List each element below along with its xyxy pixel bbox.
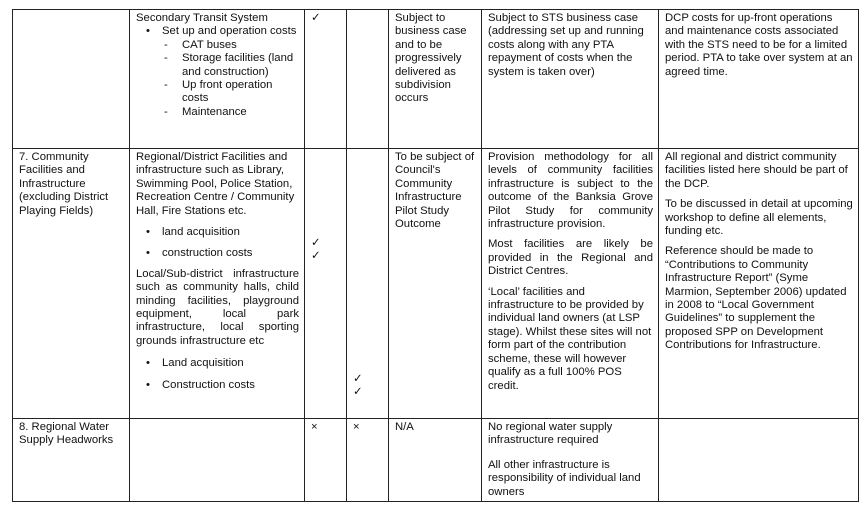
table-row: [13, 149, 859, 419]
list-item: • land acquisition: [136, 226, 299, 239]
table-row: [13, 419, 859, 502]
sub-list: [162, 39, 299, 119]
methodology-cell: [482, 149, 659, 419]
list-item: - Storage facilities (land and construction): [162, 52, 299, 79]
methodology-paragraph: All other infrastructure is responsibility of individual land owners: [488, 458, 641, 498]
cross-cell: [347, 419, 389, 502]
list-item: • construction costs: [136, 247, 299, 260]
check-icon: ✓: [311, 12, 321, 24]
methodology-cell: [482, 419, 659, 502]
bullet-list: [136, 226, 299, 261]
regional-description: Regional/District Facilities and infrastructure such as Library, Swimming Pool, Police Station, Recreation Centre / Community Hall, Fire Stations etc.: [136, 151, 295, 217]
cross-icon: ×: [311, 421, 318, 433]
list-item: - CAT buses: [162, 39, 299, 52]
local-description: Local/Sub-district infrastructure such as community halls, child minding facilities, playground equipment, local park infrastructure, local sporting grounds infrastructure etc: [136, 267, 299, 347]
cross-icon: ×: [353, 421, 360, 433]
comments-cell: [659, 149, 859, 419]
infrastructure-table: [12, 9, 859, 502]
comments-paragraph: All regional and district community facilities listed here should be part of the DCP.: [665, 151, 848, 190]
check-icon: ✓: [311, 250, 321, 263]
methodology-cell: Subject to STS business case (addressing set up and running costs along with any PTA repayment of costs when the system is taken over): [482, 10, 659, 149]
comments-paragraph: Reference should be made to “Contributions to Community Infrastructure Report” (Syme Marmion, September 2006) updated in 2008 to “Local Government Guidelines” to supplement the proposed SPP on Development Contributions for Infrastructure.: [665, 245, 847, 352]
methodology-paragraph: Provision methodology for all levels of community facilities infrastructure is subject to the outcome of the Banksia Grove Pilot Study for community infrastructure provision.: [488, 151, 653, 231]
methodology-paragraph: ‘Local’ facilities and infrastructure to be provided by individual land owners (at LSP stage). Whilst these sites will not form part of the contribution scheme, these will however qualify as a full 100% POS credit.: [488, 285, 652, 392]
list-item: • Construction costs: [136, 379, 299, 392]
item-cell: [13, 10, 130, 149]
infrastructure-cell: [130, 419, 305, 502]
table-row: [13, 10, 859, 149]
list-item: - Up front operation costs: [162, 79, 299, 106]
item-cell: 7. Community Facilities and Infrastructure (excluding District Playing Fields): [13, 149, 130, 419]
check-icon: ✓: [311, 237, 321, 249]
item-cell: 8. Regional Water Supply Headworks: [13, 419, 130, 502]
comments-paragraph: To be discussed in detail at upcoming workshop to define all elements, funding etc.: [665, 198, 853, 238]
check-cell: [305, 10, 347, 149]
comments-cell: DCP costs for up-front operations and maintenance costs associated with the STS need to be for a limited period. PTA to take over system at an agreed time.: [659, 10, 859, 149]
check-cell: [347, 149, 389, 419]
list-item: • Land acquisition: [136, 357, 299, 370]
check-icon: ✓: [353, 373, 363, 385]
comments-cell: [659, 419, 859, 502]
methodology-paragraph: No regional water supply infrastructure required: [488, 421, 613, 447]
timing-cell: Subject to business case and to be progressively delivered as subdivision occurs: [389, 10, 482, 149]
infrastructure-cell: [130, 10, 305, 149]
check-cell: [347, 10, 389, 149]
list-item: - Maintenance: [162, 106, 299, 119]
infrastructure-cell: [130, 149, 305, 419]
methodology-paragraph: Most facilities are likely be provided in the Regional and District Centres.: [488, 238, 653, 278]
check-cell: [305, 149, 347, 419]
bullet-list: [136, 357, 299, 392]
item-heading: Secondary Transit System: [136, 12, 268, 24]
timing-cell: To be subject of Council's Community Infrastructure Pilot Study Outcome: [389, 149, 482, 419]
timing-cell: N/A: [389, 419, 482, 502]
cross-cell: [305, 419, 347, 502]
bullet-list: [136, 25, 299, 119]
check-icon: ✓: [353, 386, 363, 399]
list-item: • Set up and operation costs - CAT buses - Storage facilities (land and construction) - Up front operation costs - Maintenance: [136, 25, 299, 119]
